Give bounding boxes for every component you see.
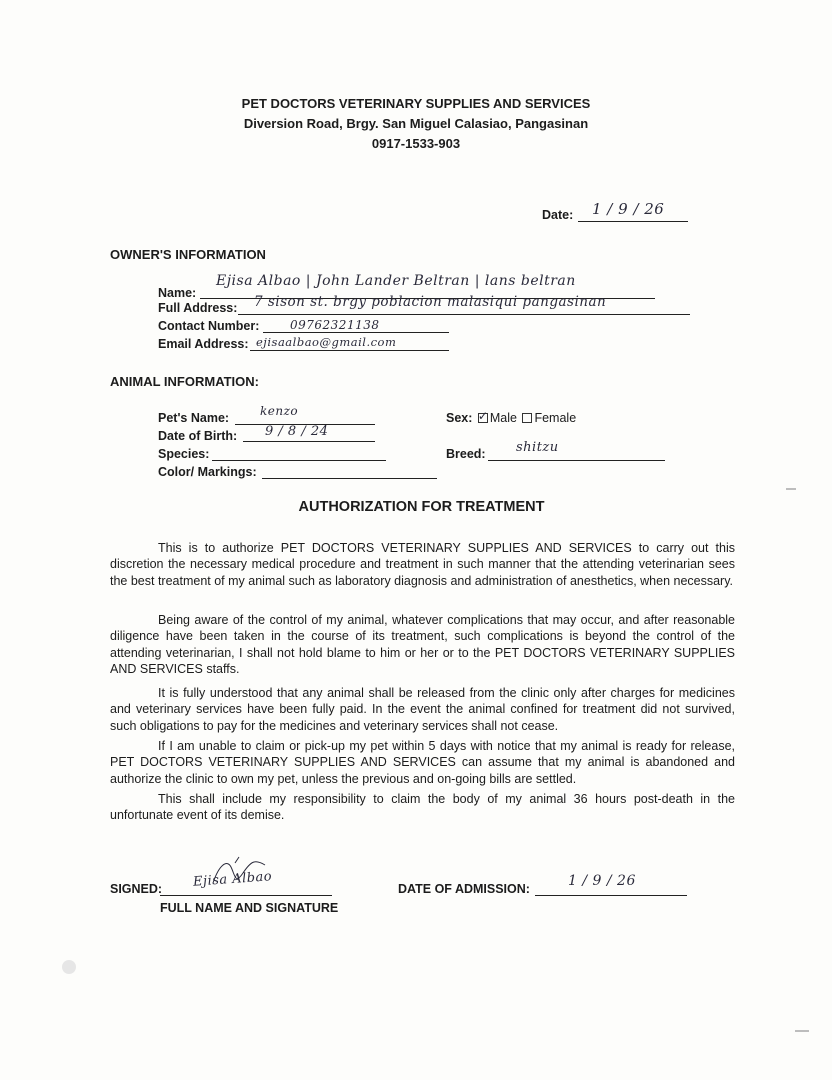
breed-line [488,460,665,461]
company-name: PET DOCTORS VETERINARY SUPPLIES AND SERVICES [241,96,591,111]
company-phone: 0917-1533-903 [371,136,461,151]
authorization-paragraph [110,612,735,677]
owner-address-label: Full Address: [158,301,238,315]
breed-label: Breed: [446,447,486,461]
date-value[interactable]: 1 / 9 / 26 [592,200,665,218]
paragraph-text: It is fully understood that any animal shall be released from the clinic only after charges for medicines and veterinary services have been fully paid. In the event the animal confined for treatment did not survived, such obligations to pay for the medicines and veterinary services shall not cease. [110,686,735,733]
pet-name-label: Pet's Name: [158,411,230,425]
dob-value[interactable]: 9 / 8 / 24 [265,424,329,439]
date-line [578,221,688,222]
paragraph-text: If I am unable to claim or pick-up my pet within 5 days with notice that my animal is ready for release, PET DOCTORS VETERINARY SUPPLIES AND SERVICES can assume that my animal is abandoned and authorize the clinic to own my pet, unless the previous and on-going bills are settled. [110,739,735,786]
authorization-paragraph [110,540,735,589]
female-option-label: Female [534,411,577,425]
paragraph-text: Being aware of the control of my animal, whatever complications that may occur, and after reasonable diligence have been taken in the course of its treatment, such complications is beyond the control of the attending veterinarian, I shall not hold blame to him or her or to the PET DOCTORS VETERINARY SUPPLIES AND SERVICES staffs. [110,613,735,676]
admission-line [535,895,687,896]
owner-name-label: Name: [158,286,197,300]
authorization-paragraph [110,738,735,787]
dob-label: Date of Birth: [158,429,238,443]
scan-speck [786,488,796,490]
scan-speck [62,960,76,974]
signature-scribble-icon [205,855,275,889]
signature-caption: FULL NAME AND SIGNATURE [160,901,339,915]
female-checkbox[interactable] [522,413,532,423]
sex-field [446,408,577,425]
authorization-paragraph [110,685,735,734]
check-icon: ✓ [477,408,488,423]
owner-contact-value[interactable]: 09762321138 [290,318,380,332]
owner-address-line [238,314,690,315]
date-label: Date: [542,208,574,222]
owner-section-title: OWNER'S INFORMATION [110,247,266,262]
dob-line [243,441,375,442]
owner-contact-label: Contact Number: [158,319,260,333]
signed-label: SIGNED: [110,882,163,896]
owner-contact-line [263,332,449,333]
pet-name-value[interactable]: kenzo [260,404,299,418]
animal-section-title: ANIMAL INFORMATION: [110,374,259,389]
scan-speck [795,1030,809,1032]
male-option-label: Male [489,411,517,425]
owner-email-value[interactable]: ejisaalbao@gmail.com [256,335,397,349]
sex-label: Sex: [446,411,473,425]
authorization-paragraph [110,791,735,824]
owner-address-value[interactable]: 7 sison st. brgy poblacion malasiqui pangasinan [254,294,607,310]
company-address: Diversion Road, Brgy. San Miguel Calasiao, Pangasinan [243,116,589,131]
breed-value[interactable]: shitzu [516,440,559,455]
species-line [212,460,386,461]
color-line [262,478,437,479]
owner-email-line [250,350,449,351]
owner-email-label: Email Address: [158,337,249,351]
signed-line [160,895,332,896]
paragraph-text: This is to authorize PET DOCTORS VETERINARY SUPPLIES AND SERVICES to carry out this discretion the necessary medical procedure and treatment in such manner that the attending veterinarian sees the best treatment of my animal such as laboratory diagnosis and administration of anesthetics, when necessary. [110,541,735,588]
paragraph-text: This shall include my responsibility to claim the body of my animal 36 hours post-death in the unfortunate event of its demise. [110,792,735,823]
color-label: Color/ Markings: [158,465,257,479]
authorization-title: AUTHORIZATION FOR TREATMENT [298,499,545,515]
admission-label: DATE OF ADMISSION: [398,882,530,896]
male-checkbox[interactable] [477,408,488,423]
admission-value[interactable]: 1 / 9 / 26 [568,873,636,889]
species-label: Species: [158,447,210,461]
owner-name-value[interactable]: Ejisa Albao | John Lander Beltran | lans beltran [216,273,576,289]
signed-value[interactable]: Ejisa Albao [192,869,273,890]
